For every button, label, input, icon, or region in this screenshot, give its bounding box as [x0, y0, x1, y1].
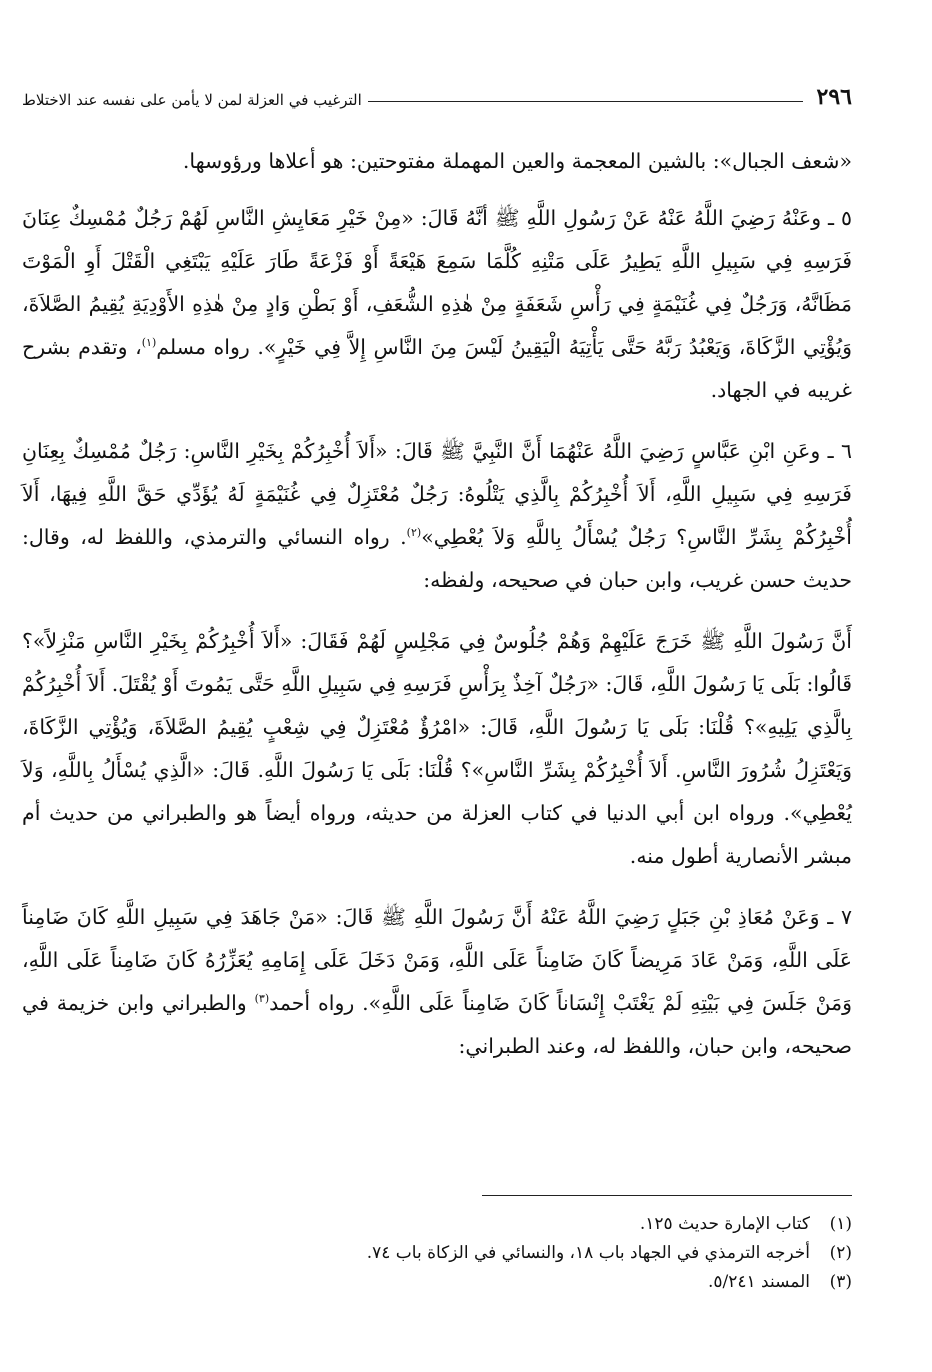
paragraph-text: ٥ ـ وعَنْهُ رَضِيَ اللَّهُ عَنْهُ عَنْ رَسُولِ اللَّهِ ﷺ أنَّهُ قَالَ: «مِنْ خَيْرِ مَعَايِشِ النَّاسِ لَهُمْ رَجُلٌ مُمْسِكٌ عِنَانَ فَرَسِهِ فِي سَبِيلِ اللَّهِ يَطِيرُ عَلَى مَتْنِهِ كُلَّمَا سَمِعَ هَيْعَةً أَوْ فَزْعَةً طَارَ عَلَيْهِ يَبْتَغِي الْقَتْلَ أَوِ الْمَوْتَ مَظَانَّهُ، وَرَجُلٌ فِي غُنَيْمَةٍ فِي رَأْسِ شَعَفَةٍ مِنْ هٰذِهِ الشُّعَفِ، أَوْ بَطْنِ وَادٍ مِنْ هٰذِهِ الأَوْدِيَةِ يُقِيمُ الصَّلاَةَ، وَيُؤْتِي الزَّكَاةَ، وَيَعْبُدُ رَبَّهُ حَتَّى يَأْتِيَهُ الْيَقِينُ لَيْسَ مِنَ النَّاسِ إِلاَّ فِي خَيْرٍ». رواه مسلم — [22, 206, 852, 359]
footnote-text: كتاب الإمارة حديث ١٢٥. — [639, 1214, 810, 1234]
paragraph-text: ٦ ـ وعَنِ ابْنِ عَبَّاسٍ رَضِيَ اللَّهُ عَنْهُمَا أَنَّ النَّبِيَّ ﷺ قَالَ: «أَلاَ أُخْبِرُكُمْ بِخَيْرِ النَّاسِ: رَجُلٌ مُمْسِكٌ بِعِنَانِ فَرَسِهِ فِي سَبِيلِ اللَّهِ، أَلاَ أُخْبِرُكُمْ بِالَّذِي يَتْلُوهُ: رَجُلٌ مُعْتَزِلٌ فِي غُنَيْمَةٍ لَهُ يُؤَدِّي حَقَّ اللَّهِ فِيهَا، أَلاَ أُخْبِرُكُمْ بِشَرِّ النَّاسِ؟ رَجُلٌ يُسْأَلُ بِاللَّهِ وَلاَ يُعْطِي» — [22, 439, 852, 549]
footnote-item — [22, 1239, 852, 1268]
paragraph-text-after: والطبراني وابن خزيمة في صحيحه، وابن حبان، واللفظ له، وعند الطبراني: — [22, 991, 852, 1058]
gloss-paragraph — [22, 140, 852, 183]
header-rule — [368, 101, 803, 102]
footnote-separator — [482, 1195, 852, 1196]
page-header — [22, 78, 852, 108]
paragraph-text: أَنَّ رَسُولَ اللَّهِ ﷺ خَرَجَ عَلَيْهِمْ وَهُمْ جُلُوسٌ فِي مَجْلِسٍ لَهُمْ فَقَالَ: «أَلاَ أُخْبِرُكُمْ بِخَيْرِ النَّاسِ مَنْزِلاً»؟ قَالُوا: بَلَى يَا رَسُولَ اللَّهِ، قَالَ: «رَجُلٌ آخِذٌ بِرَأْسِ فَرَسِهِ فِي سَبِيلِ اللَّهِ حَتَّى يَمُوتَ أَوْ يُقْتَلَ. أَلاَ أُخْبِرُكُمْ بِالَّذِي يَلِيهِ»؟ قُلْنَا: بَلَى يَا رَسُولَ اللَّهِ، قَالَ: «امْرُؤٌ مُعْتَزِلٌ فِي شِعْبٍ يُقِيمُ الصَّلاَةَ، وَيُؤْتِي الزَّكَاةَ، وَيَعْتَزِلُ شُرُورَ النَّاسِ. أَلاَ أُخْبِرُكُمْ بِشَرِّ النَّاسِ»؟ قُلْنَا: بَلَى يَا رَسُولَ اللَّهِ. قَالَ: «الَّذِي يُسْأَلُ بِاللَّهِ، وَلاَ يُعْطِي». ورواه ابن أبي الدنيا في كتاب العزلة من حديثه، ورواه أيضاً هو والطبراني من حديث أم مبشر الأنصارية أطول منه. — [22, 629, 852, 868]
main-text — [22, 140, 852, 1086]
footnote-ref[interactable]: (٣) — [254, 992, 270, 1006]
footnote-item — [22, 1268, 852, 1297]
footnote-text: المسند ٥/٢٤١. — [707, 1272, 810, 1292]
page-number: ٢٩٦ — [816, 84, 852, 110]
running-title: الترغيب في العزلة لمن لا يأمن على نفسه عند الاختلاط — [22, 91, 362, 109]
hadith-6 — [22, 430, 852, 602]
footnote-number: (٢) — [829, 1243, 852, 1263]
hadith-6-variant — [22, 620, 852, 878]
paragraph-text: «شعف الجبال»: بالشين المعجمة والعين المهملة مفتوحتين: هو أعلاها ورؤوسها. — [182, 149, 852, 173]
footnote-text: أخرجه الترمذي في الجهاد باب ١٨، والنسائي في الزكاة باب ٧٤. — [366, 1243, 810, 1263]
hadith-7 — [22, 896, 852, 1068]
footnote-item — [22, 1210, 852, 1239]
footnote-ref[interactable]: (٢) — [406, 526, 422, 540]
paragraph-text-after: . رواه النسائي والترمذي، واللفظ له، وقال: حديث حسن غريب، وابن حبان في صحيحه، ولفظه: — [22, 525, 852, 592]
footnote-number: (١) — [829, 1214, 852, 1234]
paragraph-text: ٧ ـ وَعَنْ مُعَاذِ بْنِ جَبَلٍ رَضِيَ اللَّهُ عَنْهُ أَنَّ رَسُولَ اللَّهِ ﷺ قَالَ: «مَنْ جَاهَدَ فِي سَبِيلِ اللَّهِ كَانَ ضَامِناً عَلَى اللَّهِ، وَمَنْ عَادَ مَرِيضاً كَانَ ضَامِناً عَلَى اللَّهِ، وَمَنْ دَخَلَ عَلَى إِمَامِهِ يُعَزِّرُهُ كَانَ ضَامِناً عَلَى اللَّهِ، وَمَنْ جَلَسَ فِي بَيْتِهِ لَمْ يَغْتَبْ إِنْسَاناً كَانَ ضَامِناً عَلَى اللَّهِ». رواه أحمد — [22, 905, 852, 1015]
paragraph-text-after: ، وتقدم بشرح غريبه في الجهاد. — [22, 335, 852, 402]
hadith-5 — [22, 197, 852, 412]
footnote-number: (٣) — [829, 1272, 852, 1292]
footnote-ref[interactable]: (١) — [141, 336, 157, 350]
footnotes — [22, 1210, 852, 1297]
